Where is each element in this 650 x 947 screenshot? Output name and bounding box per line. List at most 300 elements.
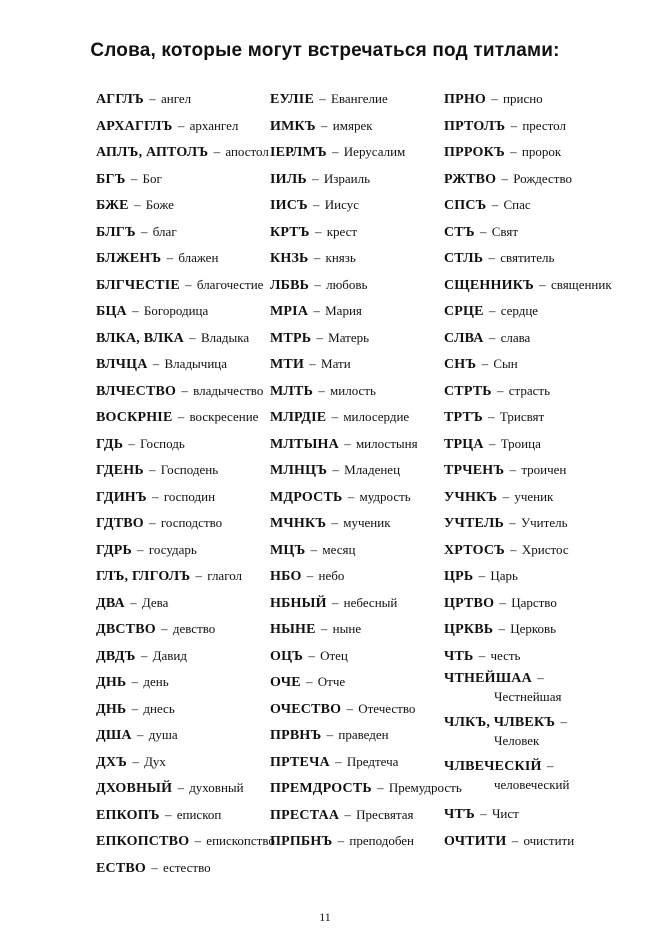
- full-word: ныне: [332, 621, 362, 636]
- word-entry: [96, 325, 266, 352]
- dash-separator: –: [133, 541, 147, 557]
- abbreviated-word: СТЪ: [444, 224, 475, 240]
- abbreviated-word: ГДЬ: [96, 436, 124, 452]
- dash-separator: –: [508, 832, 522, 848]
- dash-separator: –: [192, 568, 206, 583]
- dash-separator: –: [191, 833, 205, 848]
- word-entry: [444, 431, 634, 458]
- dash-separator: –: [125, 435, 139, 451]
- dash-separator: –: [157, 621, 171, 636]
- abbreviated-word: АПЛЪ, АПТОЛЪ: [96, 145, 209, 160]
- full-word: духовный: [189, 780, 244, 795]
- full-word: благочестие: [196, 276, 264, 292]
- full-word: слава: [500, 329, 531, 345]
- abbreviated-word: СНЪ: [444, 357, 477, 372]
- word-entry: [444, 113, 634, 140]
- full-word: Рождество: [513, 170, 573, 186]
- abbreviated-word: КРТЪ: [270, 224, 310, 240]
- word-entry: [96, 510, 266, 537]
- dash-separator: –: [499, 488, 513, 504]
- word-entry: [270, 166, 442, 193]
- word-entry: [96, 219, 266, 246]
- abbreviated-word: ДВСТВО: [96, 622, 156, 637]
- abbreviated-word: МТИ: [270, 357, 305, 372]
- word-entry: [96, 855, 266, 882]
- full-word: престол: [522, 117, 566, 133]
- dash-separator: –: [315, 382, 329, 398]
- dash-separator: –: [148, 859, 162, 875]
- full-word: человеческий: [494, 777, 570, 792]
- word-entry: [444, 828, 634, 855]
- dash-separator: –: [174, 409, 188, 424]
- full-word: Трисвят: [499, 409, 545, 424]
- dash-separator: –: [476, 223, 490, 239]
- abbreviated-word: АРХАГГЛЪ: [96, 118, 173, 134]
- full-word: страсть: [508, 382, 551, 398]
- abbreviated-word: МЛРДІЕ: [270, 410, 327, 425]
- full-word: месяц: [322, 541, 356, 557]
- dash-separator: –: [186, 329, 199, 345]
- full-word: праведен: [338, 727, 389, 742]
- word-entry: [444, 457, 634, 484]
- word-entry: [270, 616, 442, 643]
- abbreviated-word: ОЧТИТИ: [444, 833, 507, 849]
- word-entry: [270, 219, 442, 246]
- dash-separator: –: [506, 541, 520, 557]
- dash-separator: –: [543, 758, 554, 773]
- word-entry: [444, 298, 634, 325]
- full-word: господство: [160, 515, 223, 530]
- word-entry: [270, 643, 442, 670]
- abbreviated-word: ІИЛЬ: [270, 171, 307, 187]
- full-word: Матерь: [328, 329, 370, 345]
- dash-separator: –: [174, 117, 188, 133]
- full-word: Учитель: [520, 515, 568, 530]
- abbreviated-word: БЛГЧЕСТІЕ: [96, 277, 180, 293]
- abbreviated-word: МЧНКЪ: [270, 516, 327, 531]
- abbreviated-word: ЦРЬ: [444, 569, 474, 584]
- word-entry: [270, 457, 442, 484]
- full-word: святитель: [500, 250, 555, 265]
- abbreviated-word: ХРТОСЪ: [444, 542, 505, 558]
- abbreviated-word: МЛНЦЪ: [270, 463, 328, 478]
- abbreviated-word: ЧТЬ: [444, 648, 474, 664]
- dash-separator: –: [507, 117, 521, 133]
- dash-separator: –: [323, 727, 337, 742]
- abbreviated-word: ПРНО: [444, 92, 487, 107]
- abbreviated-word: ВЛЧЦА: [96, 357, 148, 372]
- dash-separator: –: [306, 356, 320, 371]
- word-entry: [444, 713, 634, 757]
- word-entry: [444, 616, 634, 643]
- page-title: Слова, которые могут встречаться под титлами:: [90, 40, 560, 61]
- full-word: Сын: [493, 356, 518, 371]
- dash-separator: –: [145, 515, 159, 530]
- abbreviated-word: ГДРЬ: [96, 542, 132, 558]
- full-word: ангел: [160, 91, 192, 106]
- word-entry: [270, 722, 442, 749]
- dash-separator: –: [373, 780, 387, 795]
- word-entry: [270, 325, 442, 352]
- word-entry: [444, 86, 634, 113]
- dash-separator: –: [174, 780, 188, 795]
- word-entry: [96, 192, 266, 219]
- word-entry: [96, 643, 266, 670]
- dash-separator: –: [478, 356, 492, 371]
- abbreviated-word: СТРТЬ: [444, 383, 492, 399]
- abbreviated-word: ПРЕСТАА: [270, 807, 340, 823]
- dash-separator: –: [127, 170, 141, 186]
- dash-separator: –: [308, 170, 322, 186]
- full-word: преподобен: [349, 833, 414, 848]
- full-word: Израиль: [323, 170, 370, 186]
- word-entry: [444, 669, 634, 713]
- dash-separator: –: [506, 462, 520, 477]
- word-entry: [270, 113, 442, 140]
- dash-separator: –: [340, 435, 354, 451]
- dash-separator: –: [310, 303, 324, 318]
- dash-separator: –: [328, 409, 342, 424]
- full-word: священник: [550, 276, 612, 292]
- full-word: Боже: [145, 197, 174, 212]
- full-word: Евангелие: [330, 91, 388, 106]
- abbreviated-word: БГЪ: [96, 171, 126, 187]
- abbreviated-word: ЕСТВО: [96, 860, 147, 876]
- full-word: ученик: [514, 488, 554, 504]
- full-word: воскресение: [189, 409, 259, 424]
- word-entry: [444, 139, 634, 166]
- word-entry: [270, 139, 442, 166]
- full-word: небо: [318, 568, 345, 583]
- word-entry: [96, 113, 266, 140]
- dash-separator: –: [496, 594, 510, 610]
- dash-separator: –: [311, 223, 325, 239]
- abbreviated-word: ТРЦА: [444, 436, 484, 452]
- full-word: Христос: [521, 541, 569, 557]
- abbreviated-word: ЦРТВО: [444, 595, 495, 611]
- dash-separator: –: [475, 647, 489, 663]
- full-word: Церковь: [510, 621, 557, 636]
- abbreviated-word: ДНЬ: [96, 675, 127, 690]
- full-word: Предтеча: [346, 753, 399, 769]
- full-word: Иисус: [324, 197, 359, 212]
- full-word: Премудрость: [388, 780, 462, 795]
- full-word: естество: [163, 859, 211, 875]
- word-entry: [444, 378, 634, 405]
- full-word: Царь: [490, 568, 518, 583]
- word-entry: [96, 563, 266, 590]
- word-entry: [444, 563, 634, 590]
- abbreviated-word: БЖЕ: [96, 198, 129, 213]
- dash-separator: –: [495, 621, 509, 636]
- abbreviated-word: ВЛЧЕСТВО: [96, 383, 177, 399]
- word-entry: [96, 775, 266, 802]
- word-entry: [270, 696, 442, 723]
- dash-separator: –: [163, 250, 177, 265]
- dash-separator: –: [506, 144, 520, 159]
- dash-separator: –: [148, 488, 162, 504]
- dash-separator: –: [485, 435, 499, 451]
- word-entry: [444, 192, 634, 219]
- abbreviated-word: ЛБВЬ: [270, 277, 310, 293]
- full-word: день: [143, 674, 169, 689]
- word-column-3: [444, 86, 634, 854]
- word-entry: [270, 404, 442, 431]
- full-word: Владыка: [201, 329, 250, 345]
- word-entry: [96, 166, 266, 193]
- full-word: Пресвятая: [356, 806, 414, 822]
- word-entry: [96, 272, 266, 299]
- full-word: пророк: [521, 144, 562, 159]
- abbreviated-word: ДНЬ: [96, 701, 127, 717]
- abbreviated-word: ДХОВНЫЙ: [96, 781, 173, 796]
- abbreviated-word: МЦЪ: [270, 542, 306, 558]
- full-word: господин: [163, 488, 216, 504]
- abbreviated-word: ЧТНЕЙШАА: [444, 671, 532, 686]
- full-word: Человек: [494, 733, 540, 748]
- abbreviated-word: НБНЫЙ: [270, 595, 327, 611]
- full-word: архангел: [189, 117, 239, 133]
- dash-separator: –: [484, 409, 498, 424]
- word-entry: [96, 457, 266, 484]
- full-word: Отец: [320, 647, 348, 663]
- full-word: Чист: [491, 806, 519, 821]
- abbreviated-word: ДХЪ: [96, 754, 128, 770]
- dash-separator: –: [331, 753, 345, 769]
- abbreviated-word: УЧНКЪ: [444, 489, 498, 505]
- dash-separator: –: [313, 329, 327, 345]
- word-entry: [270, 431, 442, 458]
- dash-separator: –: [307, 541, 321, 557]
- full-word: блажен: [178, 250, 219, 265]
- dash-separator: –: [329, 462, 343, 477]
- abbreviated-word: ПРВНЪ: [270, 728, 322, 743]
- abbreviated-word: ЧТЪ: [444, 807, 475, 822]
- word-entry: [96, 802, 266, 829]
- word-entry: [96, 431, 266, 458]
- abbreviated-word: КНЗЬ: [270, 251, 309, 266]
- word-entry: [96, 590, 266, 617]
- abbreviated-word: ГДИНЪ: [96, 489, 147, 505]
- full-word: троичен: [521, 462, 567, 477]
- full-word: Честнейшая: [494, 689, 562, 704]
- abbreviated-word: МЛТЬ: [270, 383, 314, 399]
- dash-separator: –: [557, 714, 567, 729]
- dash-separator: –: [130, 197, 144, 212]
- word-entry: [270, 245, 442, 272]
- dash-separator: –: [343, 700, 357, 716]
- abbreviated-word: СРЦЕ: [444, 304, 484, 319]
- word-entry: [96, 139, 269, 166]
- full-word: князь: [325, 250, 356, 265]
- abbreviated-word: ІЕРЛМЪ: [270, 145, 327, 160]
- word-entry: [270, 86, 442, 113]
- full-word: Отечество: [358, 700, 416, 716]
- abbreviated-word: ЕПКОПСТВО: [96, 834, 190, 849]
- full-word: Спас: [503, 197, 531, 212]
- full-word: любовь: [326, 276, 368, 292]
- abbreviated-word: БЛЖЕНЪ: [96, 251, 162, 266]
- full-word: днесь: [143, 700, 175, 716]
- full-word: владычество: [193, 382, 264, 398]
- abbreviated-word: СЩЕННИКЪ: [444, 277, 534, 293]
- word-entry: [444, 484, 634, 511]
- abbreviated-word: СТЛЬ: [444, 251, 484, 266]
- word-entry: [270, 298, 442, 325]
- word-entry: [444, 166, 634, 193]
- dash-separator: –: [485, 250, 499, 265]
- abbreviated-word: АГГЛЪ: [96, 92, 144, 107]
- word-entry: [444, 272, 634, 299]
- word-entry: [444, 510, 634, 537]
- abbreviated-word: БЦА: [96, 304, 127, 319]
- dash-separator: –: [485, 303, 499, 318]
- dash-separator: –: [475, 568, 489, 583]
- full-word: милостыня: [355, 435, 418, 451]
- abbreviated-word: ОЧЕСТВО: [270, 701, 342, 717]
- word-entry: [96, 537, 266, 564]
- dash-separator: –: [145, 91, 159, 106]
- word-entry: [96, 616, 266, 643]
- abbreviated-word: ДВДЪ: [96, 648, 136, 664]
- word-entry: [444, 590, 634, 617]
- dash-separator: –: [341, 806, 355, 822]
- abbreviated-word: ДША: [96, 728, 132, 743]
- word-entry: [444, 325, 634, 352]
- abbreviated-word: ГЛЪ, ГЛГОЛЪ: [96, 569, 191, 584]
- abbreviated-word: ЕУЛІЕ: [270, 92, 314, 107]
- dash-separator: –: [305, 647, 319, 663]
- dash-separator: –: [317, 621, 331, 636]
- full-word: душа: [148, 727, 178, 742]
- dash-separator: –: [317, 117, 331, 133]
- dash-separator: –: [145, 462, 159, 477]
- full-word: Мария: [325, 303, 362, 318]
- dash-separator: –: [311, 276, 325, 292]
- dash-separator: –: [129, 753, 143, 769]
- dash-separator: –: [493, 382, 507, 398]
- full-word: Богородица: [143, 303, 209, 318]
- full-word: Свят: [491, 223, 519, 239]
- dash-separator: –: [310, 250, 324, 265]
- full-word: Дух: [144, 753, 166, 769]
- word-entry: [444, 537, 634, 564]
- full-word: мудрость: [359, 488, 411, 504]
- word-entry: [270, 749, 442, 776]
- full-word: мученик: [343, 515, 391, 530]
- dash-separator: –: [128, 700, 142, 716]
- word-entry: [270, 537, 442, 564]
- full-word: благ: [152, 223, 177, 239]
- dash-separator: –: [485, 329, 499, 345]
- dash-separator: –: [128, 303, 142, 318]
- full-word: государь: [148, 541, 197, 557]
- dash-separator: –: [302, 674, 316, 689]
- word-entry: [96, 484, 266, 511]
- dash-separator: –: [488, 197, 502, 212]
- full-word: Бог: [142, 170, 162, 186]
- word-entry: [444, 757, 634, 801]
- full-word: Господень: [160, 462, 219, 477]
- full-word: милосердие: [343, 409, 410, 424]
- dash-separator: –: [488, 91, 502, 106]
- full-word: сердце: [500, 303, 539, 318]
- full-word: Давид: [152, 647, 187, 663]
- word-entry: [96, 86, 266, 113]
- full-word: Царство: [511, 594, 557, 610]
- dash-separator: –: [309, 197, 323, 212]
- dash-separator: –: [476, 806, 490, 821]
- dash-separator: –: [178, 382, 192, 398]
- full-word: девство: [172, 621, 216, 636]
- full-word: апостол: [225, 144, 269, 159]
- abbreviated-word: ПРТОЛЪ: [444, 118, 506, 134]
- abbreviated-word: ОЧЕ: [270, 675, 301, 690]
- dash-separator: –: [137, 647, 151, 663]
- word-entry: [444, 643, 634, 670]
- word-entry: [96, 245, 266, 272]
- abbreviated-word: ПРРОКЪ: [444, 145, 505, 160]
- word-entry: [270, 272, 442, 299]
- dash-separator: –: [137, 223, 151, 239]
- abbreviated-word: БЛГЪ: [96, 224, 136, 240]
- full-word: имярек: [332, 117, 373, 133]
- full-word: Мати: [321, 356, 351, 371]
- abbreviated-word: ПРПБНЪ: [270, 834, 333, 849]
- full-word: Троица: [500, 435, 541, 451]
- dash-separator: –: [315, 91, 329, 106]
- full-word: крест: [326, 223, 358, 239]
- full-word: присно: [503, 91, 543, 106]
- abbreviated-word: НБО: [270, 569, 302, 584]
- abbreviated-word: РЖТВО: [444, 171, 497, 187]
- dash-separator: –: [303, 568, 317, 583]
- full-word: милость: [330, 382, 376, 398]
- abbreviated-word: ЦРКВЬ: [444, 622, 494, 637]
- word-entry: [96, 298, 266, 325]
- word-entry: [96, 749, 266, 776]
- dash-separator: –: [181, 276, 195, 292]
- abbreviated-word: ГДТВО: [96, 516, 144, 531]
- word-entry: [270, 802, 442, 829]
- word-entry: [270, 775, 462, 802]
- word-entry: [96, 351, 266, 378]
- dash-separator: –: [334, 833, 348, 848]
- word-entry: [444, 351, 634, 378]
- word-entry: [444, 801, 634, 828]
- abbreviated-word: ПРТЕЧА: [270, 754, 330, 770]
- abbreviated-word: СЛВА: [444, 330, 484, 346]
- dash-separator: –: [328, 515, 342, 530]
- dash-separator: –: [149, 356, 163, 371]
- abbreviated-word: ІИСЪ: [270, 198, 308, 213]
- full-word: глагол: [207, 568, 243, 583]
- abbreviated-word: ВОСКРНІЕ: [96, 410, 173, 425]
- word-entry: [444, 219, 634, 246]
- dash-separator: –: [535, 276, 549, 292]
- abbreviated-word: ЧЛКЪ, ЧЛВЕКЪ: [444, 715, 556, 730]
- word-entry: [270, 828, 442, 855]
- word-entry: [270, 484, 442, 511]
- dash-separator: –: [126, 594, 140, 610]
- word-entry: [270, 563, 442, 590]
- full-word: епископ: [176, 806, 222, 822]
- word-entry: [270, 378, 442, 405]
- word-entry: [96, 404, 266, 431]
- abbreviated-word: ДВА: [96, 595, 125, 611]
- dash-separator: –: [498, 170, 512, 186]
- word-entry: [270, 351, 442, 378]
